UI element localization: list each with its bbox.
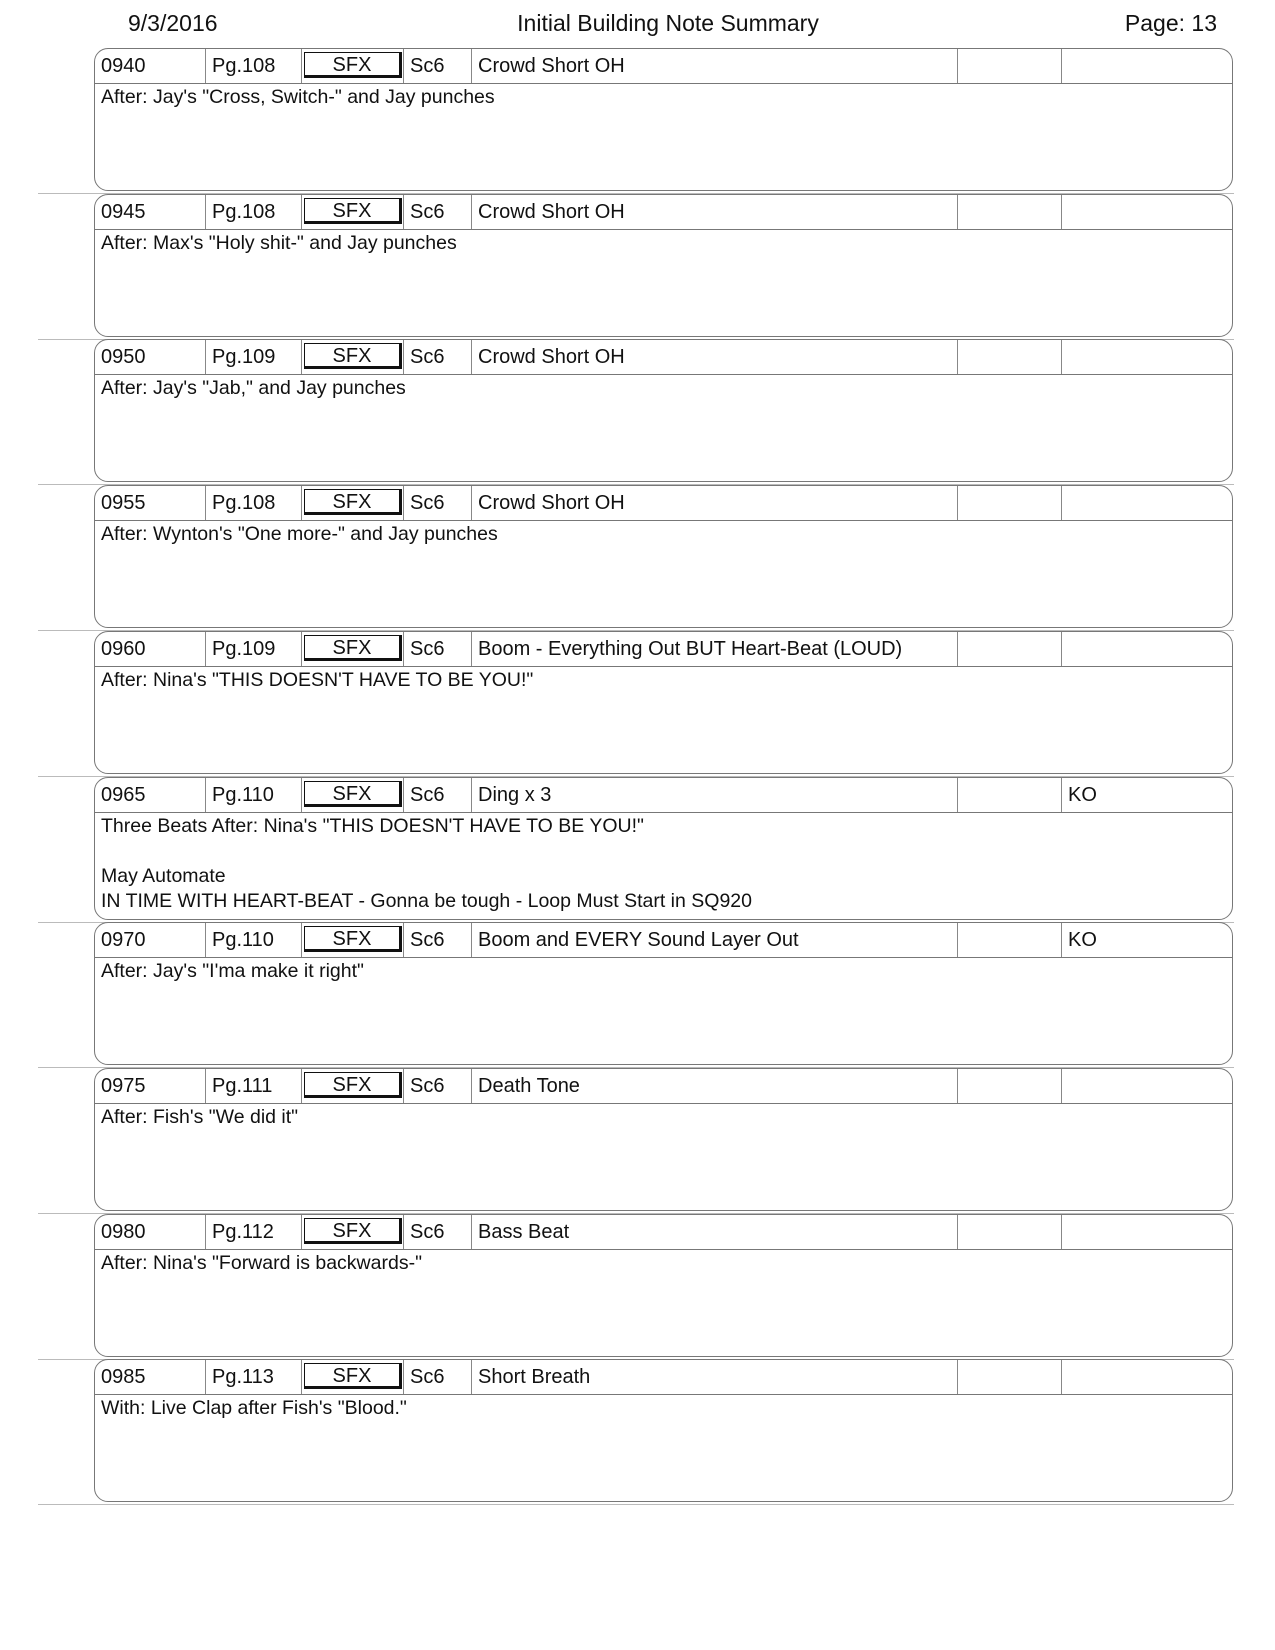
cue-header-cells [95,486,1232,521]
cue-extra-1 [957,49,1061,83]
cue-extra-2 [1061,1360,1234,1394]
page-number: Page: 13 [1124,10,1217,36]
cue-number: 0965 [101,783,146,806]
cue-type-cell [301,778,403,812]
cue-scene: Sc6 [403,1360,471,1394]
cue-extra-2 [1061,340,1234,374]
cue-page: Pg.108 [205,195,301,229]
cue-type-cell [301,486,403,520]
cue-extra-1 [957,1360,1061,1394]
cue-page: Pg.110 [205,778,301,812]
cue-header-cells [95,778,1232,813]
cue-type-cell [301,1360,403,1394]
cue-notes: After: Max's "Holy shit-" and Jay punches [101,231,457,254]
cue-type-cell [301,49,403,83]
cue-extra-2 [1061,1215,1234,1249]
cue-extra-1 [957,1215,1061,1249]
cue-extra-1 [957,195,1061,229]
cue-notes: After: Jay's "Jab," and Jay punches [101,377,406,400]
cue-description: Crowd Short OH [471,195,957,229]
cue-notes: After: Fish's "We did it" [101,1105,299,1128]
cue-page: Pg.108 [205,49,301,83]
cue-row [94,339,1233,482]
cue-number: 0945 [101,200,146,223]
cue-page: Pg.111 [205,1069,301,1103]
cue-extra-2 [1061,632,1234,666]
cue-number: 0980 [101,1220,146,1243]
cue-type: SFX [304,52,402,78]
cue-notes: After: Jay's "I'ma make it right" [101,960,364,983]
cue-header-cells [95,923,1232,958]
cue-extra-1 [957,1069,1061,1103]
cue-header-cells [95,1215,1232,1250]
cue-scene: Sc6 [403,195,471,229]
cue-header-cells [95,49,1232,84]
cue-description: Boom - Everything Out BUT Heart-Beat (LOUD) [471,632,957,666]
cue-row [94,485,1233,628]
cue-header-cells [95,1360,1232,1395]
cue-type: SFX [304,489,402,515]
cue-notes: After: Wynton's "One more-" and Jay punches [101,523,498,546]
row-divider [38,1504,1234,1505]
cue-row [94,631,1233,774]
cue-page: Pg.112 [205,1215,301,1249]
cue-type-cell [301,1215,403,1249]
cue-notes: Three Beats After: Nina's "THIS DOESN'T HAVE TO BE YOU!" May Automate IN TIME WITH HEART-BEAT - Gonna be tough - Loop Must Start in SQ920 [101,814,752,912]
cue-type-cell [301,1069,403,1103]
cue-type: SFX [304,198,402,224]
cue-description: Crowd Short OH [471,340,957,374]
cue-extra-1 [957,340,1061,374]
cue-scene: Sc6 [403,486,471,520]
cue-type: SFX [304,1363,402,1389]
cue-row [94,1214,1233,1357]
cue-extra-2 [1061,1069,1234,1103]
cue-header-cells [95,632,1232,667]
cue-row [94,1359,1233,1502]
cue-extra-1 [957,632,1061,666]
cue-header-cells [95,1069,1232,1104]
cue-notes: After: Nina's "Forward is backwards-" [101,1251,422,1274]
cue-type-cell [301,923,403,957]
cue-number: 0950 [101,346,146,369]
cue-type: SFX [304,343,402,369]
cue-number: 0970 [101,929,146,952]
cue-number: 0975 [101,1074,146,1097]
report-title: Initial Building Note Summary [517,10,819,36]
cue-type-cell [301,340,403,374]
report-date: 9/3/2016 [128,10,218,36]
cue-scene: Sc6 [403,1069,471,1103]
cue-page: Pg.108 [205,486,301,520]
cue-header-cells [95,195,1232,230]
cue-scene: Sc6 [403,632,471,666]
cue-description: Short Breath [471,1360,957,1394]
cue-notes: After: Nina's "THIS DOESN'T HAVE TO BE YOU!" [101,668,534,691]
cue-extra-2 [1061,486,1234,520]
cue-type-cell [301,632,403,666]
cue-description: Crowd Short OH [471,49,957,83]
cue-number: 0960 [101,637,146,660]
cue-row [94,1068,1233,1211]
cue-type: SFX [304,781,402,807]
cue-extra-2: KO [1061,778,1234,812]
cue-extra-1 [957,778,1061,812]
cue-scene: Sc6 [403,49,471,83]
cue-scene: Sc6 [403,778,471,812]
cue-scene: Sc6 [403,340,471,374]
cue-row [94,48,1233,191]
cue-description: Ding x 3 [471,778,957,812]
cue-row [94,194,1233,337]
cue-notes: With: Live Clap after Fish's "Blood." [101,1397,407,1420]
cue-row [94,922,1233,1065]
cue-type-cell [301,195,403,229]
cue-extra-2 [1061,49,1234,83]
cue-extra-2: KO [1061,923,1234,957]
cue-row [94,777,1233,920]
cue-scene: Sc6 [403,923,471,957]
cue-description: Crowd Short OH [471,486,957,520]
cue-extra-1 [957,923,1061,957]
cue-notes: After: Jay's "Cross, Switch-" and Jay punches [101,86,495,108]
cue-type: SFX [304,1218,402,1244]
cue-number: 0985 [101,1366,146,1389]
cue-type: SFX [304,1072,402,1098]
cue-description: Boom and EVERY Sound Layer Out [471,923,957,957]
cue-page: Pg.109 [205,632,301,666]
cue-number: 0955 [101,492,146,515]
cue-page: Pg.113 [205,1360,301,1394]
cue-description: Death Tone [471,1069,957,1103]
cue-number: 0940 [101,55,146,77]
cue-description: Bass Beat [471,1215,957,1249]
cue-type: SFX [304,635,402,661]
cue-scene: Sc6 [403,1215,471,1249]
cue-page: Pg.110 [205,923,301,957]
cue-extra-1 [957,486,1061,520]
cue-page: Pg.109 [205,340,301,374]
cue-type: SFX [304,926,402,952]
cue-extra-2 [1061,195,1234,229]
cue-header-cells [95,340,1232,375]
